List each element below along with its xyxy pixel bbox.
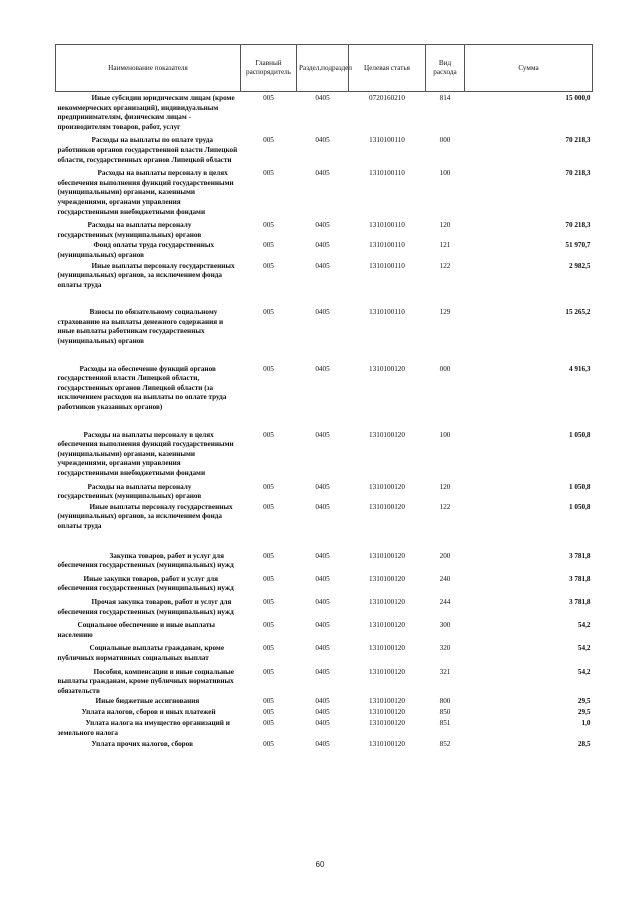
header-type: Вид расхода [426,45,465,92]
cell-target: 1310100120 [369,697,405,706]
cell-sum: 1 050,8 [568,502,591,511]
cell-chief: 005 [263,719,274,728]
cell-chief: 005 [263,621,274,630]
cell-chief: 005 [263,261,274,270]
cell-target: 1310100120 [369,719,405,728]
cell-name: Уплата налога на имущество организаций и земельного налога [57,719,230,738]
cell-target: 1310100110 [369,169,405,178]
cell-name: Расходы на выплаты персоналу государственных (муниципальных) органов [57,221,202,239]
table-row [56,594,593,617]
cell-section: 0405 [315,644,330,653]
cell-type: 244 [439,597,451,606]
cell-target: 1310100120 [369,502,405,511]
cell-sum: 2 982,5 [568,261,591,270]
table-row [56,664,593,697]
cell-target: 1310100110 [369,308,405,317]
cell-type: 850 [439,707,451,716]
table-row [56,571,593,594]
table-row [56,165,593,217]
budget-table [55,44,593,749]
table-row [56,696,593,707]
table-row [56,217,593,240]
table-row [56,532,593,571]
table-row [56,240,593,260]
cell-type: 200 [439,551,451,560]
cell-sum: 1,0 [581,719,591,728]
cell-section: 0405 [315,308,330,317]
cell-target: 1310100110 [369,136,405,145]
cell-name: Расходы на выплаты персоналу государственных (муниципальных) органов [57,482,202,501]
cell-chief: 005 [263,94,274,102]
cell-name: Социальное обеспечение и иные выплаты населению [57,621,216,639]
cell-chief: 005 [263,644,274,653]
cell-type: 122 [439,502,451,511]
cell-sum: 3 781,8 [568,574,591,583]
cell-chief: 005 [263,221,274,230]
cell-type: 814 [439,94,451,102]
cell-section: 0405 [315,707,330,716]
cell-name: Социальные выплаты гражданам, кроме публичных нормативных социальных выплат [57,644,225,662]
cell-sum: 29,5 [577,707,591,716]
cell-name: Иные закупки товаров, работ и услуг для обеспечения государственных (муниципальных) нужд [57,574,234,593]
cell-name: Пособия, компенсации и иные социальные выплаты гражданам, кроме публичных нормативных обязательств [57,667,234,695]
cell-sum: 3 781,8 [568,597,591,606]
table-row [56,261,593,291]
header-target: Целевая статья [349,45,426,92]
cell-section: 0405 [315,482,330,491]
cell-target: 1310100120 [369,430,405,439]
header-sum: Сумма [465,45,593,92]
page-number: 60 [315,860,325,869]
table-row [56,640,593,663]
cell-name: Взносы по обязательному социальному страхованию на выплаты денежного содержания и иные выплаты работникам государственных (муниципальных) органов [57,308,224,346]
cell-chief: 005 [263,136,274,145]
cell-section: 0405 [315,697,330,706]
cell-type: 321 [439,667,451,676]
cell-section: 0405 [315,136,330,145]
cell-chief: 005 [263,574,274,583]
cell-type: 320 [439,644,451,653]
table-row [56,290,593,346]
cell-sum: 15 000,0 [565,94,591,102]
cell-target: 0720160210 [369,94,405,102]
cell-chief: 005 [263,169,274,178]
cell-name: Закупка товаров, работ и услуг для обеспечения государственных (муниципальных) нужд [57,551,234,570]
table-header-row [56,45,593,92]
cell-type: 300 [439,621,451,630]
cell-chief: 005 [263,739,274,748]
cell-target: 1310100120 [369,551,405,560]
cell-section: 0405 [315,261,330,270]
cell-target: 1310100110 [369,241,405,250]
cell-type: 120 [439,482,451,491]
cell-sum: 29,5 [577,697,591,706]
table-row [56,502,593,532]
cell-chief: 005 [263,667,274,676]
cell-type: 851 [439,719,451,728]
cell-sum: 51 970,7 [565,241,591,250]
table-row [56,707,593,718]
cell-target: 1310100120 [369,574,405,583]
cell-sum: 1 050,8 [568,430,591,439]
cell-type: 852 [439,739,451,748]
cell-sum: 54,2 [577,644,591,653]
table-row [56,739,593,750]
cell-target: 1310100120 [369,597,405,606]
cell-section: 0405 [315,621,330,630]
cell-type: 120 [439,221,451,230]
cell-target: 1310100120 [369,621,405,630]
header-chief: Главный распорядитель [241,45,297,92]
cell-name: Прочая закупка товаров, работ и услуг для обеспечения государственных (муниципальных) нужд [57,597,234,616]
cell-type: 100 [439,169,451,178]
cell-section: 0405 [315,597,330,606]
cell-name: Уплата налогов, сборов и иных платежей [81,707,216,716]
cell-chief: 005 [263,551,274,560]
cell-section: 0405 [315,94,330,102]
cell-type: 000 [439,136,451,145]
cell-target: 1310100110 [369,221,405,230]
cell-chief: 005 [263,364,274,373]
cell-chief: 005 [263,697,274,706]
table-row [56,717,593,738]
cell-section: 0405 [315,667,330,676]
cell-sum: 15 265,2 [565,308,591,317]
header-name: Наименование показателя [56,45,241,92]
cell-sum: 54,2 [577,621,591,630]
cell-target: 1310100120 [369,644,405,653]
cell-section: 0405 [315,719,330,728]
cell-target: 1310100110 [369,261,405,270]
cell-section: 0405 [315,551,330,560]
cell-name: Фонд оплаты труда государственных (муниципальных) органов [57,241,215,259]
cell-chief: 005 [263,308,274,317]
cell-sum: 4 916,3 [568,364,591,373]
cell-sum: 70 218,3 [565,169,591,178]
cell-sum: 3 781,8 [568,551,591,560]
cell-name: Расходы на обеспечение функций органов государственной власти Липецкой области, государственных органов Липецкой области (за исключением расходов на выплаты по оплате труда работников указанных органов) [57,364,227,412]
cell-section: 0405 [315,169,330,178]
cell-type: 121 [439,241,451,250]
cell-sum: 54,2 [577,667,591,676]
table-row [56,347,593,413]
cell-name: Иные бюджетные ассигнования [95,697,200,706]
cell-chief: 005 [263,502,274,511]
cell-section: 0405 [315,364,330,373]
cell-type: 800 [439,697,451,706]
cell-chief: 005 [263,241,274,250]
cell-chief: 005 [263,482,274,491]
cell-name: Иные субсидии юридическим лицам (кроме некоммерческих организаций), индивидуальным предпринимателям, физическим лицам - производителям товаров, работ, услуг [57,94,235,131]
cell-target: 1310100120 [369,707,405,716]
cell-target: 1310100120 [369,739,405,748]
cell-name: Уплата прочих налогов, сборов [91,739,193,748]
cell-type: 122 [439,261,451,270]
cell-chief: 005 [263,707,274,716]
cell-chief: 005 [263,430,274,439]
cell-sum: 1 050,8 [568,482,591,491]
cell-name: Расходы на выплаты по оплате труда работников органов государственной власти Липецкой области, государственных органов Липецкой области [57,136,238,164]
cell-sum: 70 218,3 [565,136,591,145]
cell-type: 240 [439,574,451,583]
table-row [56,479,593,502]
cell-name: Расходы на выплаты персоналу в целях обеспечения выполнения функций государственными (муниципальными) органами, казенными учреждениями, органами управления государственными внебюджетными фондами [57,430,234,477]
table-row [56,413,593,479]
cell-section: 0405 [315,502,330,511]
cell-chief: 005 [263,597,274,606]
cell-target: 1310100120 [369,364,405,373]
cell-name: Иные выплаты персоналу государственных (муниципальных) органов, за исключением фонда оплаты труда [57,502,233,530]
cell-name: Иные выплаты персоналу государственных (муниципальных) органов, за исключением фонда оплаты труда [57,261,235,289]
cell-section: 0405 [315,221,330,230]
table-row [56,132,593,165]
header-section: Раздел,подраздел [297,45,349,92]
cell-type: 129 [439,308,451,317]
table-row [56,617,593,640]
cell-type: 000 [439,364,451,373]
cell-target: 1310100120 [369,667,405,676]
table-row [56,92,593,133]
cell-sum: 28,5 [577,739,591,748]
cell-name: Расходы на выплаты персоналу в целях обеспечения выполнения функций государственными (муниципальными) органами, казенными учреждениями, органами управления государственными внебюджетными фондами [57,169,234,216]
cell-section: 0405 [315,241,330,250]
cell-section: 0405 [315,430,330,439]
cell-target: 1310100120 [369,482,405,491]
cell-type: 100 [439,430,451,439]
cell-section: 0405 [315,739,330,748]
cell-section: 0405 [315,574,330,583]
cell-sum: 70 218,3 [565,221,591,230]
